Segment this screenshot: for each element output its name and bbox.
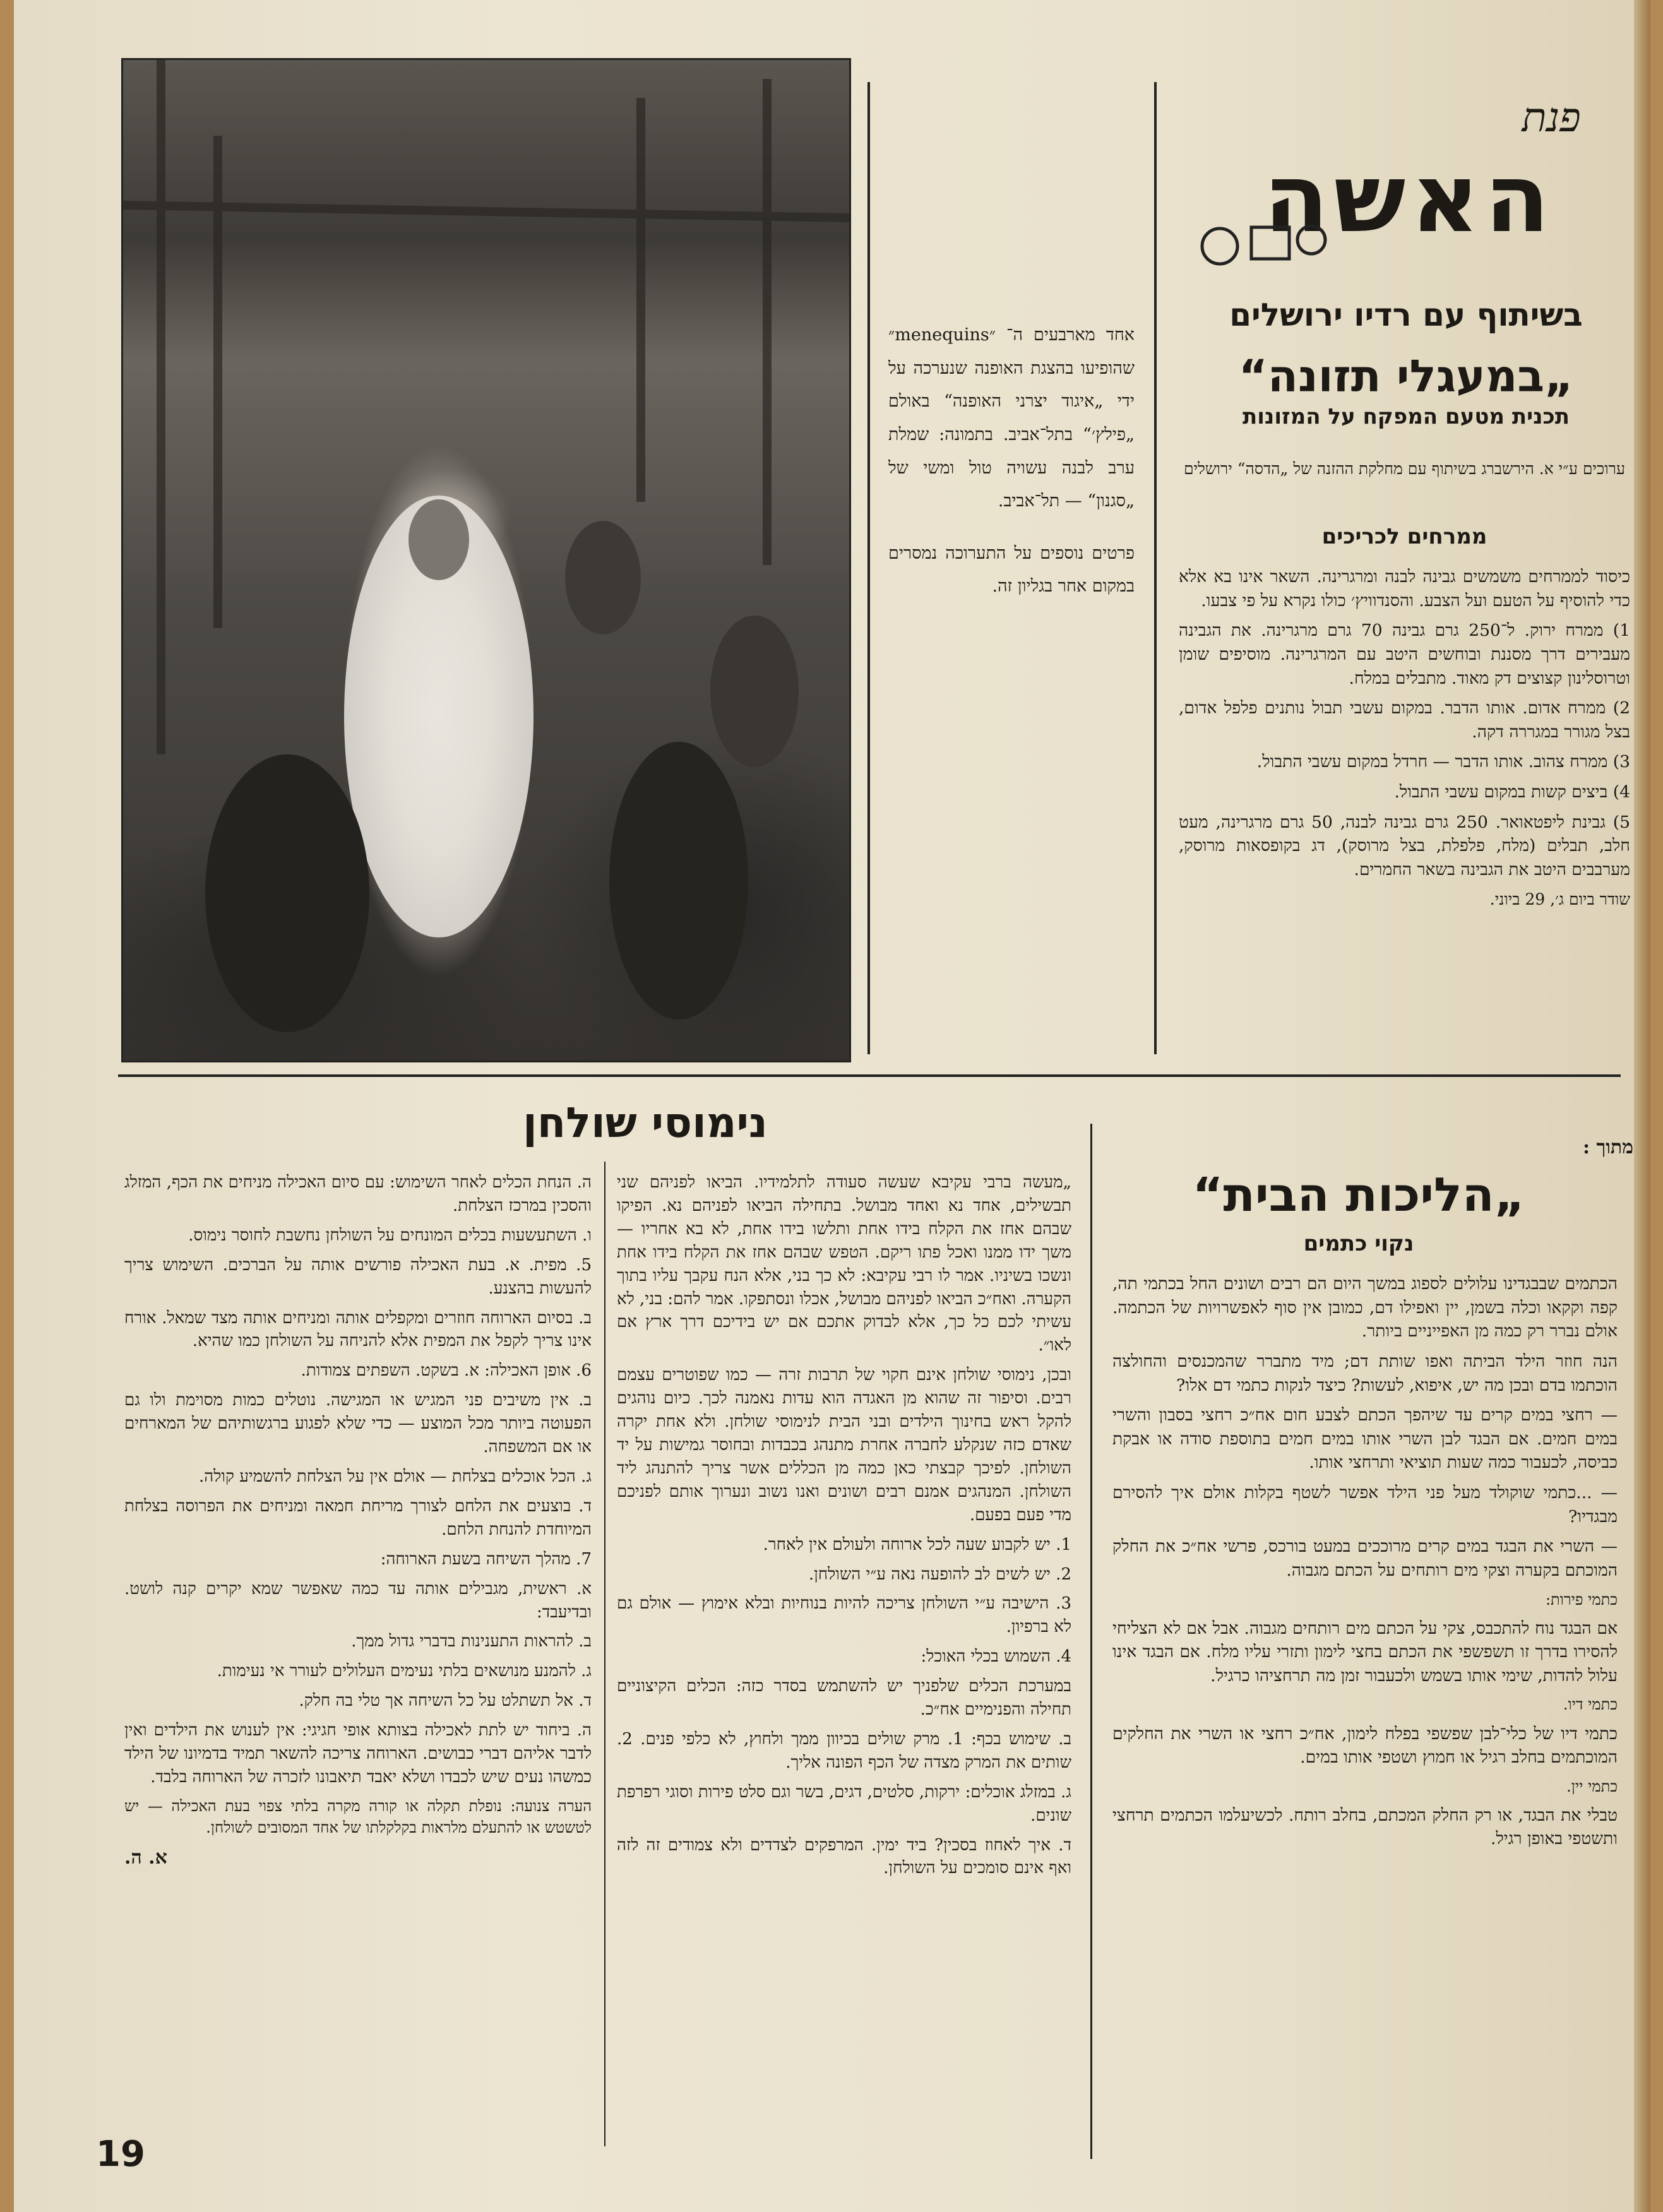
stains-paragraph: אם הבגד נוח להתכבס, צקי על הכתם מים רותחים מגבוה. אבל אם לא הצליחי להסירו בדרך זו תשפשפי את הכתם בחצי לימון ותזרי עליו מלח. אם הבגד אינו עלול להדות, שימי אותו בשמש ולכעבור זמן מה תרחציהו כרגיל. bbox=[1112, 1618, 1618, 1686]
program-subtitle: תכנית מטעם המפקח על המזונות bbox=[1243, 404, 1570, 429]
caption-text: אחד מארבעים ה־ ״menequins״ שהופיעו בהצגת האופנה שנערכה על ידי „איגוד יצרני האופנה“ באולם „פילץ׳“ בתל־אביב. בתמונה: שמלת ערב לבנה עשויה טול ומשי של „סגנון“ — תל־אביב. bbox=[888, 325, 1135, 511]
manners-paragraph: „מעשה ברבי עקיבא שעשה סעודה לתלמידיו. הביאו לפניהם שני תבשילים, אחד נא ואחד מבושל. בתחילה הביאו לפניהם נא. הפיקו שבהם אחז את הקלח בידו אחת ותלשו בידו אחת, לא בא אחריו — משך ידו ממנו ואכל פתו ריקם. הטפש שבהם אחז את הקלח בידו אחת ונשכו בשיניו. אמר לו רבי עקיבא: לא כך בני, אלא הנח עקבך עליו בתוך הקערה. ואח״כ הביאו לפניהם מבושל, אכלו ונסתפקו. אמר להם: בני, לא עשיתי לכם כל כך, אלא לבדוק אתכם אם יש בידיכם דרך ארץ אם לאו״. bbox=[617, 1173, 1071, 1355]
manners-rule: 4. השמוש בכלי האוכל: bbox=[921, 1647, 1071, 1667]
manners-rule: 3. הישיבה ע״י השולחן צריכה להיות בנוחיות ובלא אימוץ — אולם גם לא ברפיון. bbox=[617, 1594, 1071, 1637]
manners-paragraph: ובכן, נימוסי שולחן אינם חקוי של תרבות זרה — כמו שפוטרים עצמם רבים. וסיפור זה שהוא מן האגדה הוא עדות נאמנה לכך. כיום נוהגים להקל ראש בחינוך הילדים ובני הבית לנימוסי שולחן. ולא אחת יקרה שאדם כזה שנקלע לחברה אחרת מתנהג בכבדות ובחוסר גמישות על יד השולחן. לפיכך קבצתי כאן כמה מן הכללים אשר צריך להתנהג ליד השולחן. המנהגים אמנם רבים ושונים ואנו נשוב ונערוך אותם לפניכם מדי פעם בפעם. bbox=[617, 1365, 1071, 1525]
source-title: „הליכות הבית“ bbox=[1192, 1168, 1525, 1222]
spreads-item-4: 4) ביצים קשות במקום עשבי התבול. bbox=[1394, 782, 1630, 802]
manners-note: הערה צנועה: נופלת תקלה או קורה מקרה בלתי צפוי בעת האכילה — יש לטשטש או להתעלם מלראות בקלקלתו של אחד המסובים לשולחן. bbox=[124, 1797, 592, 1836]
fashion-show-photo bbox=[121, 58, 851, 1062]
spreads-item-1: 1) ממרח ירוק. ל־250 גרם גבינה 70 גרם מרגרינה. את הגבינה מעבירים דרך מסננת ובוחשים היטב עם המרגרינה. מוסיפים שומן וטרוסלינון קצוצים דק מאוד. מתבלים במלח. bbox=[1179, 621, 1630, 688]
page-spine bbox=[1634, 0, 1650, 2212]
caption-more: פרטים נוספים על התערוכה נמסרים במקום אחר בגליון זה. bbox=[888, 543, 1135, 597]
stains-paragraph: הנה חוזר הילד הביתה ואפו שותת דם; מיד מתברר שהמכנסים והחולצה הוכתמו בדם ובכן מה יש, איפוא, לעשות? כיצד לנקות כתמי דם אלו? bbox=[1112, 1351, 1618, 1395]
spreads-heading: ממרחים לכריכים bbox=[1321, 524, 1487, 549]
stains-paragraph: הכתמים שבבגדינו עלולים לספוג במשך היום הם רבים ושונים החל בכתמי תה, קפה וקקאו וכלה בשמן, יין ואפילו דם, כמובן אין סוף לאפשרויות של הכתמה. אולם נברר רק כמה מן האפייניים ביותר. bbox=[1112, 1274, 1618, 1341]
from-label: מתוך : bbox=[1582, 1136, 1633, 1158]
stains-paragraph: — רחצי במים קרים עד שיהפך הכתם לצבע חום אח״כ רחצי בסבון והשרי במים חמים. אם הבגד לבן השרי אותו במים חמים בתוספת סודה או אבקת כביסה, לכעבור כמה שעות תוציאי ותרחצי אותו. bbox=[1112, 1405, 1618, 1473]
manners-rule: ד. אל תשתלט על כל השיחה אך טלי בה חלק. bbox=[299, 1691, 592, 1711]
manners-rule: ד. בוצעים את הלחם לצורך מריחת חמאה ומניחים את הפרוסה בצלחת המיוחדת להנחת הלחם. bbox=[124, 1496, 592, 1539]
stains-subtitle: נקוי כתמים bbox=[1303, 1231, 1414, 1256]
spreads-article bbox=[1179, 565, 1630, 917]
manners-rule: ו. השתעשעות בכלים המונחים על השולחן נחשבת לחוסר נימוס. bbox=[188, 1225, 592, 1245]
manners-rule: 7. מהלך השיחה בשעת הארוחה: bbox=[380, 1549, 592, 1569]
spreads-item-5: 5) גבינת ליפטאואר. 250 גרם גבינה לבנה, 50 גרם מרגרינה, מעט חלב, תבלים (מלח, פלפלת, בצל מרוסק), דג בקופסאות מרוסק, מערבבים היטב את הגבינה בשאר החמרים. bbox=[1179, 812, 1630, 879]
masthead-big-title: האשה bbox=[1263, 144, 1555, 254]
manners-rule: ב. להראות התענינות בדברי גדול ממך. bbox=[351, 1632, 592, 1651]
manners-column-divider bbox=[604, 1162, 605, 2146]
manners-rule: ה. הנחת הכלים לאחר השימוש: עם סיום האכילה מניחים את הכף, המזלג והסכין במרכז הצלחת. bbox=[124, 1173, 592, 1215]
manners-rule: 1. יש לקבוע שעה לכל ארוחה ולעולם אין לאחר. bbox=[763, 1535, 1071, 1554]
masthead-small-title: פנת bbox=[1522, 95, 1581, 141]
photo-caption bbox=[888, 319, 1135, 610]
magazine-page bbox=[14, 0, 1650, 2212]
manners-rule: ה. ביחוד יש לתת לאכילה בצותא אופי חגיגי: אין לענוש את הילדים ואין לדבר אליהם דברי כבושים. הארוחה צריכה להשאר תמיד בדמיונו של הילד כמשהו נעים שיש לכבדו ושלא יאבד תיאבונו לזכרה של הארוחה בלבד. bbox=[124, 1721, 592, 1787]
manners-rule: ב. שימוש בכף: 1. מרק שולים בכיוון ממך ולחוץ, לא כלפי פנים. 2. שותים את המרק מצדה של הכף הפונה אליך. bbox=[617, 1729, 1071, 1772]
partner-line: בשיתוף עם רדיו ירושלים bbox=[1229, 297, 1583, 333]
stains-paragraph: — ...כתמי שוקולד מעל פני הילד אפשר לשטף בקלות אולם איך להסירם מבגדיו? bbox=[1112, 1483, 1618, 1526]
spreads-intro: כיסוד לממרחים משמשים גבינה לבנה ומרגרינה. השאר אינו בא אלא כדי להוסיף על הטעם ועל הצבע. והסנדוויץ׳ כולו נקרא על פי צבעו. bbox=[1179, 567, 1630, 610]
stains-paragraph: — השרי את הבגד במים קרים מרוככים במעט בורכס, פרשי אח״כ את החלק המוכתם בקערה וצקי מים רותחים על הכתם מגבוה. bbox=[1112, 1537, 1618, 1580]
photo-illustration bbox=[123, 60, 849, 1061]
broadcast-note: שודר ביום ג׳, 29 ביוני. bbox=[1489, 889, 1630, 908]
manners-rule: 2. יש לשים לב להופעה נאה ע״י השולחן. bbox=[808, 1564, 1071, 1584]
editors-line: ערוכים ע״י א. הירשברג בשיתוף עם מחלקת ההזנה של „הדסה“ ירושלים bbox=[1183, 460, 1626, 478]
manners-rule: 5. מפית. א. בעת האכילה פורשים אותה על הברכים. השימוש צריך להעשות בהצנע. bbox=[124, 1255, 592, 1298]
manners-title: נימוסי שולחן bbox=[523, 1098, 768, 1147]
manners-rule: 6. אופן האכילה: א. בשקט. השפתים צמודות. bbox=[301, 1361, 592, 1381]
stains-article bbox=[1112, 1272, 1618, 1857]
program-title: „במעגלי תזונה“ bbox=[1238, 350, 1574, 402]
manners-rule: במערכת הכלים שלפניך יש להשתמש בסדר כזה: הכלים הקיצוניים תחילה והפנימיים אח״כ. bbox=[617, 1677, 1071, 1720]
stains-subheading: כתמי יין. bbox=[1566, 1777, 1618, 1795]
stains-paragraph: טבלי את הבגד, או רק החלק המכתם, בחלב רותח. לכשיעלמו הכתמים תרחצי ותשטפי באופן רגיל. bbox=[1112, 1805, 1618, 1849]
manners-rule: ד. איך לאחוז בסכין? ביד ימין. המרפקים לצדדים ולא צמודים זה לזה ואף אינם סומכים על השולחן. bbox=[617, 1835, 1071, 1878]
manners-column-1 bbox=[617, 1171, 1071, 1886]
manners-rule: ג. במזלג אוכלים: ירקות, סלטים, דגים, בשר וגם סלט פירות וסוגי רפרפת שונים. bbox=[617, 1782, 1071, 1825]
manners-rule: ב. אין משיבים פני המגיש או המגישה. נוטלים כמות מסוימת ולו גם הפעוטה ביותר מכל המוצע — כדי שלא לפגוע ברגשותיהם של המארחים או אם המשפחה. bbox=[124, 1391, 592, 1457]
manners-signature: א. ה. bbox=[124, 1846, 167, 1869]
manners-rule: ב. בסיום הארוחה חוזרים ומקפלים אותה ומניחים אותה מצד שמאל. אורח אינו צריך לקפל את המפית אלא להניחה על השולחן כמו שהיא. bbox=[124, 1308, 592, 1351]
manners-column-2 bbox=[124, 1171, 592, 1878]
manners-rule: ג. הכל אוכלים בצלחת — אולם אין על הצלחת להשמיע קולה. bbox=[198, 1466, 592, 1486]
manners-rule: א. ראשית, מגבילים אותה עד כמה שאפשר שמא יקרים קנה לושט. ובדיעבד: bbox=[124, 1579, 592, 1622]
spreads-item-3: 3) ממרח צהוב. אותו הדבר — חרדל במקום עשבי התבול. bbox=[1256, 752, 1630, 772]
stains-subheading: כתמי דיו. bbox=[1563, 1696, 1618, 1714]
page-number: 19 bbox=[96, 2134, 145, 2175]
stains-subheading: כתמי פירות: bbox=[1545, 1590, 1618, 1608]
section-divider bbox=[118, 1074, 1621, 1077]
column-divider bbox=[1090, 1124, 1092, 2159]
kitchen-illustration-icon bbox=[1195, 202, 1333, 271]
manners-rule: ג. להמנע מנושאים בלתי נעימים העלולים לעורר אי נעימות. bbox=[217, 1662, 592, 1681]
spreads-item-2: 2) ממרח אדום. אותו הדבר. במקום עשבי תבול נותנים פלפל אדום, בצל מגורר במגררה דקה. bbox=[1179, 698, 1630, 742]
stains-paragraph: כתמי דיו של כלי־לבן שפשפי בפלח לימון, אח״כ רחצי או השרי את החלקים המוכתמים בחלב רגיל או חמוץ ושטפי אותו במים. bbox=[1112, 1723, 1618, 1768]
